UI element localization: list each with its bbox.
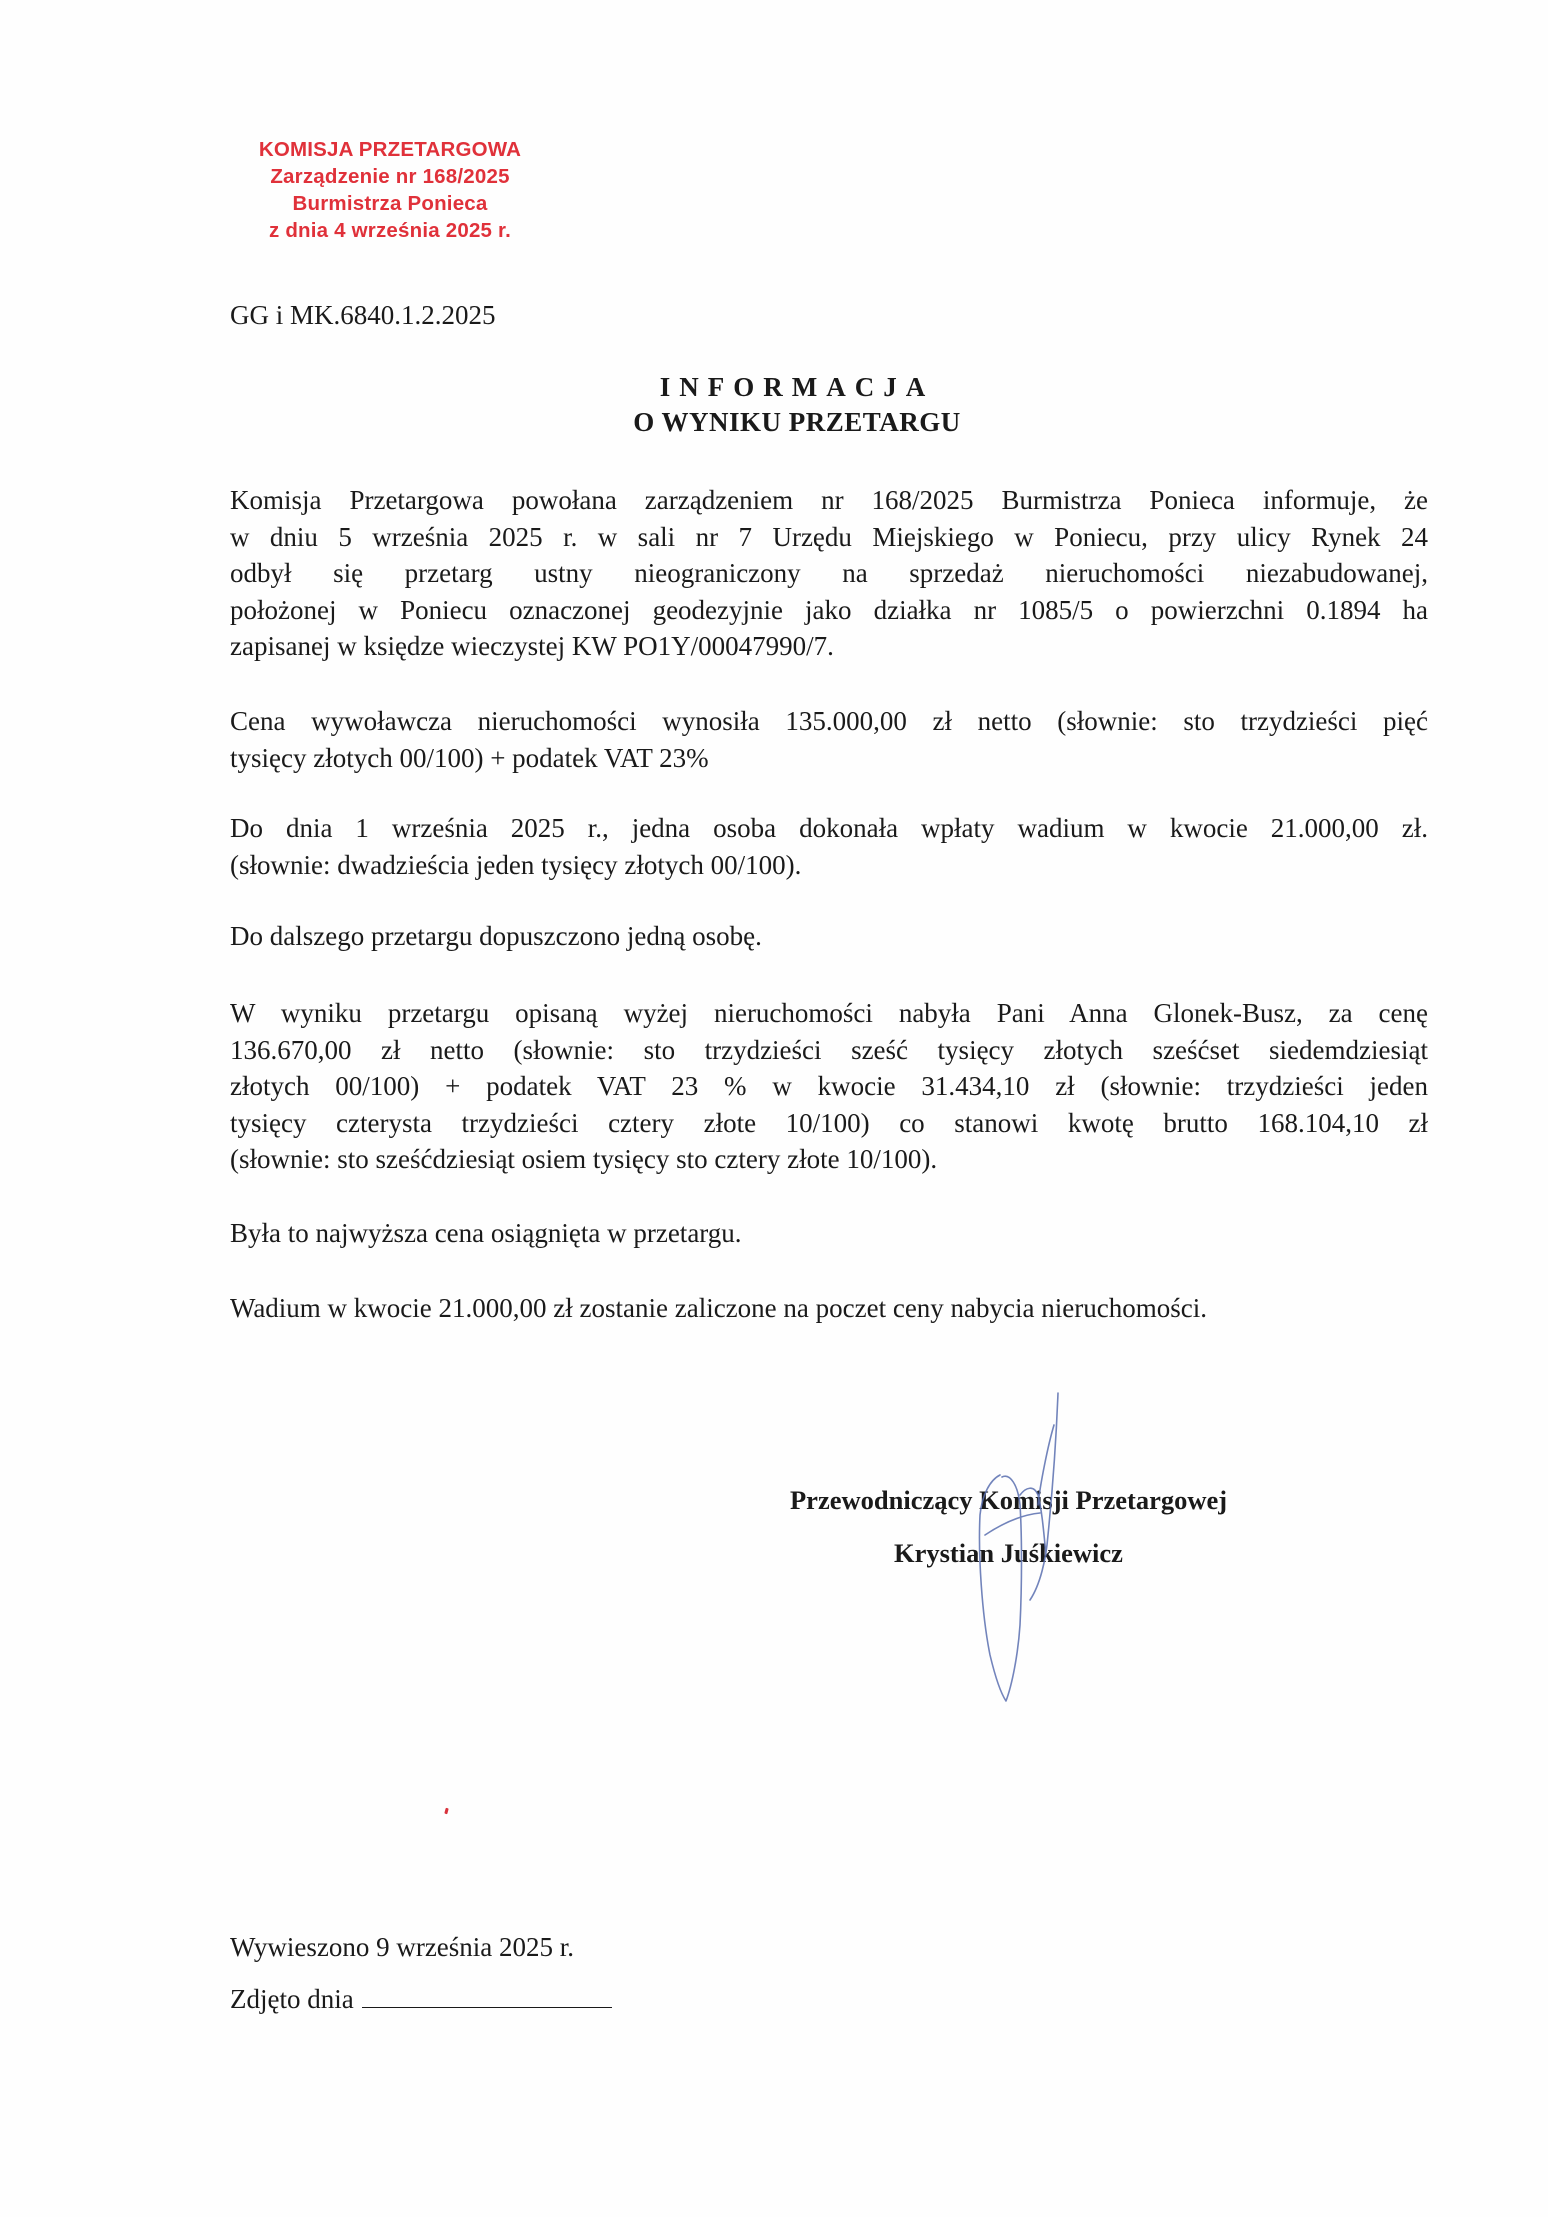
text-line: Wadium w kwocie 21.000,00 zł zostanie zaliczone na poczet ceny nabycia nieruchomości. bbox=[230, 1293, 1207, 1323]
signature-stroke bbox=[985, 1513, 1040, 1535]
text-line: W wyniku przetargu opisaną wyżej nieruchomości nabyła Pani Anna Glonek-Busz, za cenę bbox=[230, 998, 1428, 1028]
text-line: Była to najwyższa cena osiągnięta w przetargu. bbox=[230, 1218, 742, 1248]
stamp-line-3: Burmistrza Ponieca bbox=[292, 192, 488, 215]
stamp-line-1: KOMISJA PRZETARGOWA bbox=[258, 138, 522, 161]
text-line: (słownie: dwadzieścia jeden tysięcy złotych 00/100). bbox=[230, 849, 802, 880]
stamp-line-2: Zarządzenie nr 168/2025 bbox=[270, 165, 510, 188]
removed-date-line bbox=[230, 1984, 612, 2015]
paragraph-deposit-credit bbox=[230, 1290, 1428, 1327]
paragraph-highest-price bbox=[230, 1215, 1428, 1252]
text-line: (słownie: sto sześćdziesiąt osiem tysięcy sto cztery złote 10/100). bbox=[230, 1144, 938, 1174]
committee-stamp bbox=[230, 136, 550, 244]
signature-stroke bbox=[1030, 1393, 1058, 1600]
handwritten-signature bbox=[960, 1385, 1090, 1715]
chairman-name: Krystian Juśkiewicz bbox=[894, 1538, 1123, 1568]
text-line: Do dnia 1 września 2025 r., jedna osoba dokonała wpłaty wadium w kwocie 21.000,00 zł. bbox=[230, 813, 1428, 843]
blank-date-field bbox=[362, 1985, 612, 2008]
text-line: Komisja Przetargowa powołana zarządzeniem nr 168/2025 Burmistrza Ponieca informuje, że bbox=[230, 485, 1428, 515]
paragraph-result bbox=[230, 995, 1428, 1178]
text-line: złotych 00/100) + podatek VAT 23 % w kwocie 31.434,10 zł (słownie: trzydzieści jeden bbox=[230, 1071, 1428, 1101]
signature-stroke bbox=[1020, 1488, 1046, 1555]
paragraph-auction-info bbox=[230, 482, 1428, 665]
document-title: INFORMACJA bbox=[659, 372, 935, 402]
paragraph-admission bbox=[230, 918, 1428, 955]
text-line: w dniu 5 września 2025 r. w sali nr 7 Urzędu Miejskiego w Poniecu, przy ulicy Rynek 24 bbox=[230, 521, 1428, 552]
posted-date: Wywieszono 9 września 2025 r. bbox=[230, 1932, 575, 1962]
text-line: odbył się przetarg ustny nieograniczony na sprzedaż nieruchomości niezabudowanej, bbox=[230, 558, 1428, 588]
removed-date-label: Zdjęto dnia bbox=[230, 1984, 354, 2014]
text-line: tysięcy złotych 00/100) + podatek VAT 23% bbox=[230, 742, 709, 773]
text-line: Cena wywoławcza nieruchomości wynosiła 135.000,00 zł netto (słownie: sto trzydzieści pięć bbox=[230, 706, 1428, 736]
text-line: 136.670,00 zł netto (słownie: sto trzydzieści sześć tysięcy złotych sześćset siedemdziesiąt bbox=[230, 1034, 1428, 1065]
ink-speck bbox=[444, 1808, 448, 1815]
text-line: położonej w Poniecu oznaczonej geodezyjnie jako działka nr 1085/5 o powierzchni 0.1894 ha bbox=[230, 594, 1428, 625]
text-line: zapisanej w księdze wieczystej KW PO1Y/00047990/7. bbox=[230, 631, 834, 661]
stamp-line-4: z dnia 4 września 2025 r. bbox=[268, 219, 511, 242]
chairman-title: Przewodniczący Komisji Przetargowej bbox=[790, 1485, 1228, 1515]
paragraph-deposit bbox=[230, 810, 1428, 883]
case-reference-number: GG i MK.6840.1.2.2025 bbox=[230, 300, 496, 330]
text-line: Do dalszego przetargu dopuszczono jedną osobę. bbox=[230, 921, 762, 951]
paragraph-starting-price bbox=[230, 703, 1428, 776]
document-subtitle: O WYNIKU PRZETARGU bbox=[633, 407, 961, 437]
signature-stroke bbox=[979, 1475, 1021, 1701]
text-line: tysięcy czterysta trzydzieści cztery złote 10/100) co stanowi kwotę brutto 168.104,10 zł bbox=[230, 1107, 1428, 1138]
